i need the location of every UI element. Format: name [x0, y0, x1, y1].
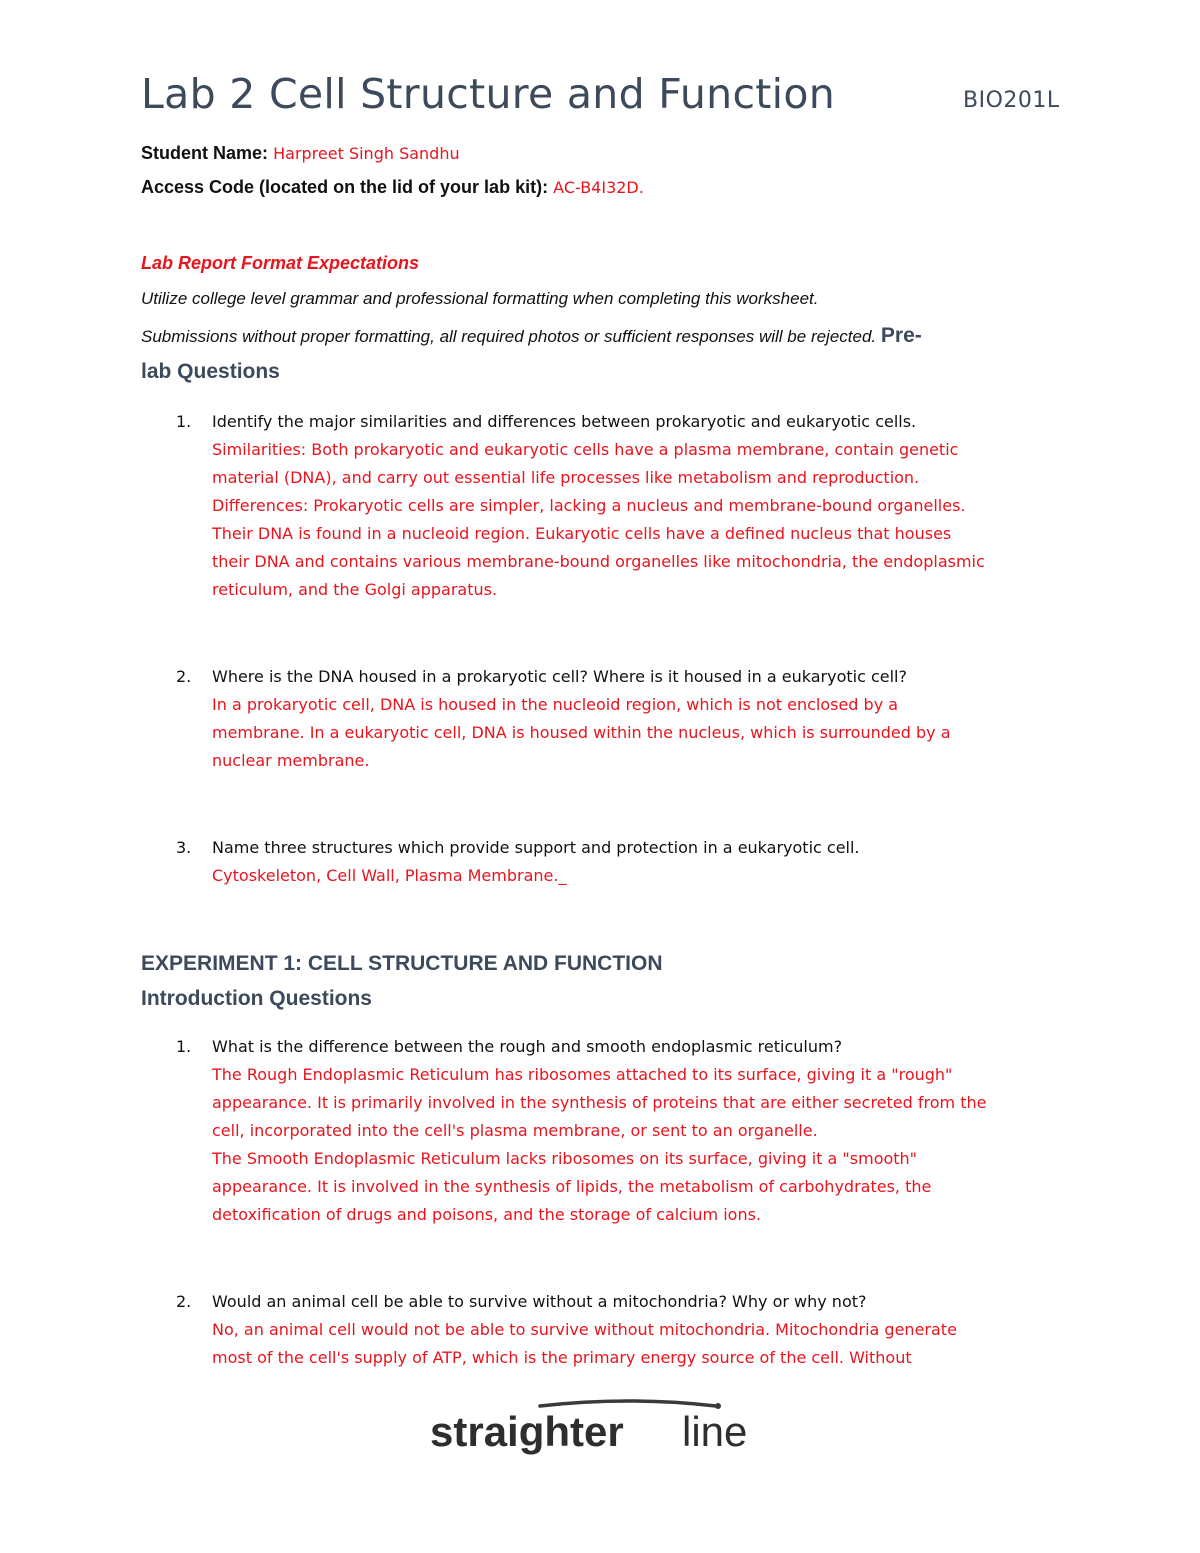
prelab-q3-number: 3. [176, 838, 192, 857]
prelab-q1-answer-line: Differences: Prokaryotic cells are simpler, lacking a nucleus and membrane-bound organelles. [212, 496, 966, 515]
prelab-q1-answer-line: Their DNA is found in a nucleoid region. Eukaryotic cells have a defined nucleus that houses [212, 524, 952, 543]
page-title: Lab 2 Cell Structure and Function [141, 70, 836, 118]
exp-q1-number: 1. [176, 1037, 192, 1056]
prelab-q3-answer-line: Cytoskeleton, Cell Wall, Plasma Membrane._ [212, 866, 567, 885]
prelab-q1-number: 1. [176, 412, 192, 431]
exp-q2-number: 2. [176, 1292, 192, 1311]
prelab-q2-answer-line: nuclear membrane. [212, 751, 370, 770]
prelab-q1-answer-line: their DNA and contains various membrane-bound organelles like mitochondria, the endoplasmic [212, 552, 985, 571]
prelab-heading-part2: lab Questions [141, 360, 280, 383]
access-code-label: Access Code (located on the lid of your lab kit): [141, 177, 549, 197]
prelab-q2-question: Where is the DNA housed in a prokaryotic cell? Where is it housed in a eukaryotic cell? [212, 667, 907, 686]
format-heading: Lab Report Format Expectations [141, 253, 420, 273]
exp-q1-answer-line: The Smooth Endoplasmic Reticulum lacks ribosomes on its surface, giving it a "smooth" [212, 1149, 918, 1168]
exp-q2-question: Would an animal cell be able to survive without a mitochondria? Why or why not? [212, 1292, 867, 1311]
student-name-label: Student Name: [141, 143, 269, 163]
exp-q1-question: What is the difference between the rough and smooth endoplasmic reticulum? [212, 1037, 843, 1056]
prelab-q1-answer-line: reticulum, and the Golgi apparatus. [212, 580, 498, 599]
prelab-q3-question: Name three structures which provide support and protection in a eukaryotic cell. [212, 838, 860, 857]
format-line-1: Utilize college level grammar and professional formatting when completing this worksheet. [141, 289, 819, 308]
exp-q1-answer-line: appearance. It is involved in the synthesis of lipids, the metabolism of carbohydrates, the [212, 1177, 932, 1196]
logo-arc-icon [428, 1398, 768, 1458]
access-code-value: AC-B4I32D. [553, 178, 644, 197]
course-code: BIO201L [963, 88, 1060, 113]
exp-q2-answer-line: most of the cell's supply of ATP, which is the primary energy source of the cell. Without [212, 1348, 912, 1367]
exp-q1-answer-line: detoxification of drugs and poisons, and the storage of calcium ions. [212, 1205, 762, 1224]
exp-q1-answer-line: cell, incorporated into the cell's plasma membrane, or sent to an organelle. [212, 1121, 818, 1140]
experiment-heading: EXPERIMENT 1: CELL STRUCTURE AND FUNCTION [141, 952, 663, 975]
prelab-q1-question: Identify the major similarities and differences between prokaryotic and eukaryotic cells. [212, 412, 917, 431]
prelab-heading-part1: Pre- [880, 324, 922, 347]
prelab-q2-number: 2. [176, 667, 192, 686]
prelab-q2-answer-line: membrane. In a eukaryotic cell, DNA is housed within the nucleus, which is surrounded by a [212, 723, 951, 742]
access-code-row [141, 177, 644, 198]
prelab-q1-answer-line: material (DNA), and carry out essential life processes like metabolism and reproduction. [212, 468, 920, 487]
format-line-2-text: Submissions without proper formatting, all required photos or sufficient responses will be rejected. [141, 327, 877, 346]
straighterline-logo [428, 1398, 768, 1458]
format-line-2 [141, 324, 922, 348]
prelab-q1-answer-line: Similarities: Both prokaryotic and eukaryotic cells have a plasma membrane, contain genetic [212, 440, 959, 459]
student-name-row [141, 143, 460, 164]
logo-text-bold: straighter [430, 1408, 624, 1455]
logo-text-light: line [682, 1408, 748, 1455]
exp-q1-answer-line: appearance. It is primarily involved in the synthesis of proteins that are either secreted from the [212, 1093, 987, 1112]
introduction-questions-heading: Introduction Questions [141, 987, 372, 1010]
student-name-value: Harpreet Singh Sandhu [273, 144, 460, 163]
exp-q1-answer-line: The Rough Endoplasmic Reticulum has ribosomes attached to its surface, giving it a "rough" [212, 1065, 953, 1084]
exp-q2-answer-line: No, an animal cell would not be able to survive without mitochondria. Mitochondria generate [212, 1320, 957, 1339]
prelab-q2-answer-line: In a prokaryotic cell, DNA is housed in the nucleoid region, which is not enclosed by a [212, 695, 899, 714]
